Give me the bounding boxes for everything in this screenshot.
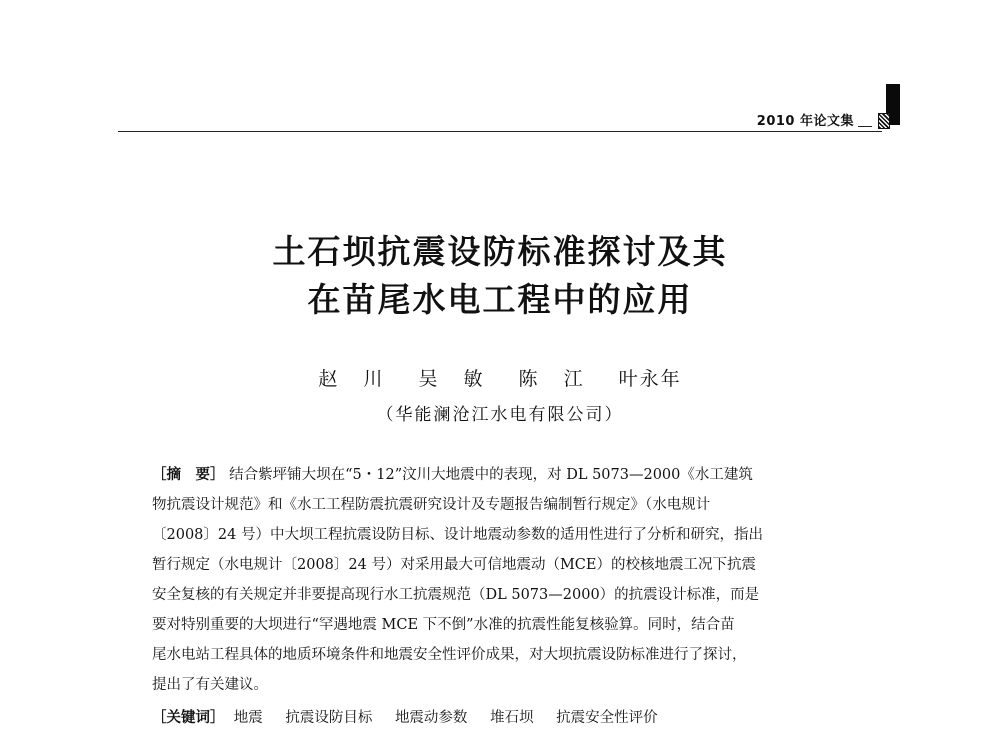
abstract-line: 物抗震设计规范》和《水工工程防震抗震研究设计及专题报告编制暂行规定》（水电规计: [152, 497, 711, 513]
affiliation: （华能澜沧江水电有限公司）: [376, 405, 624, 425]
paper-title: [180, 228, 820, 324]
keyword: 抗震设防目标: [285, 710, 373, 726]
keyword: 地震: [233, 710, 263, 726]
header-underline: [858, 126, 872, 127]
abstract-line: 提出了有关建议。: [152, 677, 268, 693]
author-name: 赵 川: [318, 368, 393, 390]
keyword: 堆石坝: [490, 710, 534, 726]
running-header-title: 2010 年论文集: [756, 114, 854, 129]
author-list: [200, 364, 800, 391]
author-name: 陈 江: [518, 368, 593, 390]
abstract-line: 安全复核的有关规定并非要提高现行水工抗震规范（DL 5073—2000）的抗震设计标准，而是: [152, 587, 760, 603]
keywords-label: ［关键词］: [152, 709, 225, 726]
abstract-line: 尾水电站工程具体的地质环境条件和地震安全性评价成果，对大坝抗震设防标准进行了探讨，: [152, 647, 747, 663]
author-name: 吴 敏: [418, 368, 493, 390]
header-ornament: [878, 113, 890, 129]
abstract-line: 要对特别重要的大坝进行“罕遇地震 MCE 下不倒”水准的抗震性能复核验算。同时，结合苗: [152, 617, 735, 633]
keyword: 地震动参数: [394, 710, 468, 726]
running-header: [757, 110, 890, 129]
keywords: [152, 703, 872, 733]
abstract: [152, 460, 872, 700]
title-line-2: 在苗尾水电工程中的应用: [307, 280, 693, 319]
title-line-1: 土石坝抗震设防标准探讨及其: [272, 232, 728, 271]
abstract-text: 结合紫坪铺大坝在“5・12”汶川大地震中的表现，对 DL 5073—2000《水工建筑: [229, 467, 753, 483]
author-name: 叶永年: [618, 368, 682, 390]
abstract-line: 暂行规定（水电规计〔2008〕24 号）对采用最大可信地震动（MCE）的校核地震工况下抗震: [152, 557, 756, 573]
abstract-label: ［摘 要］: [152, 466, 225, 483]
abstract-line: 〔2008〕24 号）中大坝工程抗震设防目标、设计地震动参数的适用性进行了分析和研究，指出: [152, 527, 763, 543]
header-rule: [118, 131, 882, 132]
abstract-line: [152, 460, 872, 490]
keyword: 抗震安全性评价: [556, 710, 658, 726]
